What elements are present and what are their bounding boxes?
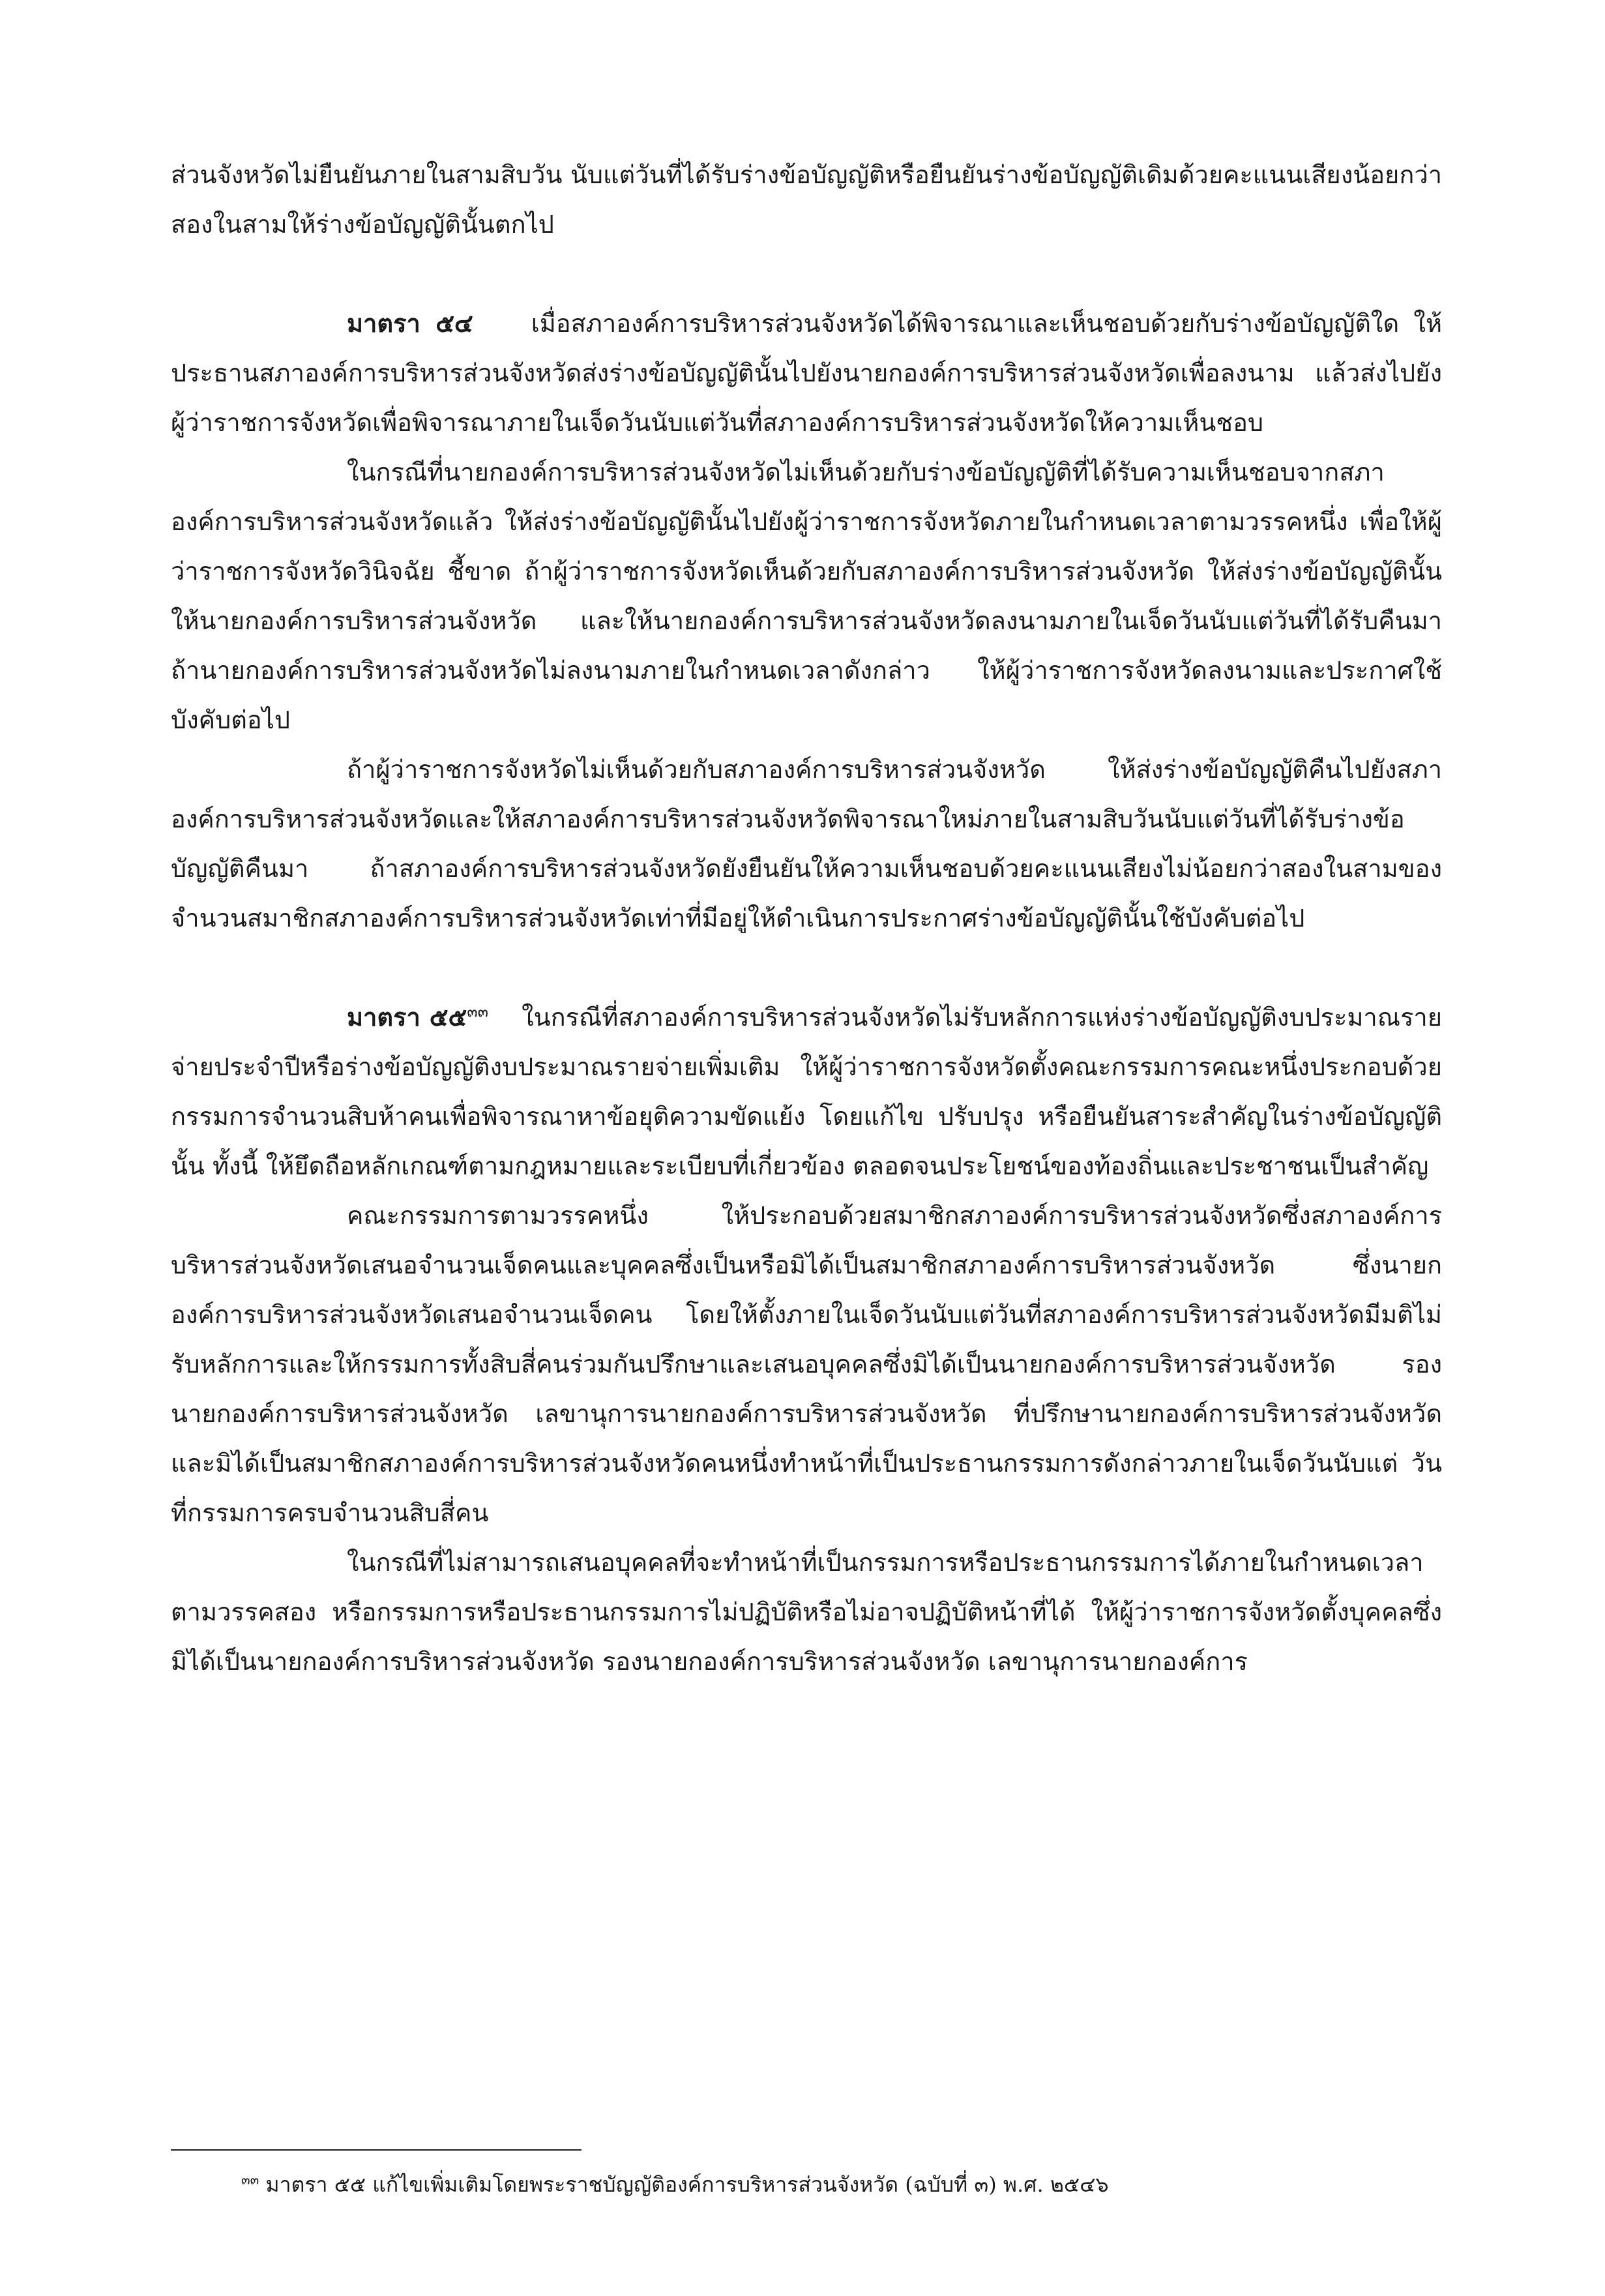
- paragraph-text: ส่วนจังหวัดไม่ยืนยันภายในสามสิบวัน นับแต่วันที่ได้รับร่างข้อบัญญัติหรือยืนยันร่างข้อบัญญัติเดิมด้วยคะแนนเสียงน้อยกว่าสองในสามให้ร่างข้อบัญญัตินั้นตกไป: [171, 160, 1442, 239]
- footnote: [241, 2169, 1441, 2200]
- section-55-label: มาตรา ๕๕: [347, 1002, 467, 1032]
- section-55-paragraph: [171, 992, 1442, 1191]
- footnote-reference-marker[interactable]: ๓๓: [467, 1002, 489, 1021]
- section-54-paragraph: [171, 299, 1442, 447]
- paragraph-text: ในกรณีที่นายกองค์การบริหารส่วนจังหวัดไม่เห็นด้วยกับร่างข้อบัญญัติที่ได้รับความเห็นชอบจากสภาองค์การบริหารส่วนจังหวัดแล้ว ให้ส่งร่างข้อบัญญัตินั้นไปยังผู้ว่าราชการจังหวัดภายในกำหนดเวลาตามวรรคหนึ่ง เพื่อให้ผู้ว่าราชการจังหวัดวินิจฉัย ชี้ขาด ถ้าผู้ว่าราชการจังหวัดเห็นด้วยกับสภาองค์การบริหารส่วนจังหวัด ให้ส่งร่างข้อบัญญัตินั้นให้นายกองค์การบริหารส่วนจังหวัด และให้นายกองค์การบริหารส่วนจังหวัดลงนามภายในเจ็ดวันนับแต่วันที่ได้รับคืนมา ถ้านายกองค์การบริหารส่วนจังหวัดไม่ลงนามภายในกำหนดเวลาดังกล่าว ให้ผู้ว่าราชการจังหวัดลงนามและประกาศใช้บังคับต่อไป: [171, 458, 1442, 734]
- paragraph-text: เมื่อสภาองค์การบริหารส่วนจังหวัดได้พิจารณาและเห็นชอบด้วยกับร่างข้อบัญญัติใด ให้ประธานสภาองค์การบริหารส่วนจังหวัดส่งร่างข้อบัญญัตินั้นไปยังนายกองค์การบริหารส่วนจังหวัดเพื่อลงนาม แล้วส่งไปยังผู้ว่าราชการจังหวัดเพื่อพิจารณาภายในเจ็ดวันนับแต่วันที่สภาองค์การบริหารส่วนจังหวัดให้ความเห็นชอบ: [171, 309, 1442, 437]
- paragraph-text: ถ้าผู้ว่าราชการจังหวัดไม่เห็นด้วยกับสภาองค์การบริหารส่วนจังหวัด ให้ส่งร่างข้อบัญญัติคืนไปยังสภาองค์การบริหารส่วนจังหวัดและให้สภาองค์การบริหารส่วนจังหวัดพิจารณาใหม่ภายในสามสิบวันนับแต่วันที่ได้รับร่างข้อบัญญัติคืนมา ถ้าสภาองค์การบริหารส่วนจังหวัดยังยืนยันให้ความเห็นชอบด้วยคะแนนเสียงไม่น้อยกว่าสองในสามของจำนวนสมาชิกสภาองค์การบริหารส่วนจังหวัดเท่าที่มีอยู่ให้ดำเนินการประกาศร่างข้อบัญญัตินั้นใช้บังคับต่อไป: [171, 755, 1442, 932]
- section-55-paragraph-3: [171, 1538, 1442, 1686]
- footnote-text: มาตรา ๕๕ แก้ไขเพิ่มเติมโดยพระราชบัญญัติองค์การบริหารส่วนจังหวัด (ฉบับที่ ๓) พ.ศ. ๒๕๔๖: [265, 2172, 1109, 2197]
- footnote-divider: [171, 2149, 582, 2151]
- section-54-label: มาตรา ๕๔: [347, 308, 473, 338]
- paragraph-text: คณะกรรมการตามวรรคหนึ่ง ให้ประกอบด้วยสมาชิกสภาองค์การบริหารส่วนจังหวัดซึ่งสภาองค์การบริหารส่วนจังหวัดเสนอจำนวนเจ็ดคนและบุคคลซึ่งเป็นหรือมิได้เป็นสมาชิกสภาองค์การบริหารส่วนจังหวัด ซึ่งนายกองค์การบริหารส่วนจังหวัดเสนอจำนวนเจ็ดคน โดยให้ตั้งภายในเจ็ดวันนับแต่วันที่สภาองค์การบริหารส่วนจังหวัดมีมติไม่รับหลักการและให้กรรมการทั้งสิบสี่คนร่วมกันปรึกษาและเสนอบุคคลซึ่งมิได้เป็นนายกองค์การบริหารส่วนจังหวัด รองนายกองค์การบริหารส่วนจังหวัด เลขานุการนายกองค์การบริหารส่วนจังหวัด ที่ปรึกษานายกองค์การบริหารส่วนจังหวัดและมิได้เป็นสมาชิกสภาองค์การบริหารส่วนจังหวัดคนหนึ่งทำหน้าที่เป็นประธานกรรมการดังกล่าวภายในเจ็ดวันนับแต่ วันที่กรรมการครบจำนวนสิบสี่คน: [171, 1201, 1442, 1527]
- document-body: [171, 150, 1442, 1686]
- paragraph-text: ในกรณีที่สภาองค์การบริหารส่วนจังหวัดไม่รับหลักการแห่งร่างข้อบัญญัติงบประมาณรายจ่ายประจำปีหรือร่างข้อบัญญัติงบประมาณรายจ่ายเพิ่มเติม ให้ผู้ว่าราชการจังหวัดตั้งคณะกรรมการคณะหนึ่งประกอบด้วยกรรมการจำนวนสิบห้าคนเพื่อพิจารณาหาข้อยุติความขัดแย้ง โดยแก้ไข ปรับปรุง หรือยืนยันสาระสำคัญในร่างข้อบัญญัตินั้น ทั้งนี้ ให้ยึดถือหลักเกณฑ์ตามกฎหมายและระเบียบที่เกี่ยวข้อง ตลอดจนประโยชน์ของท้องถิ่นและประชาชนเป็นสำคัญ: [171, 1003, 1443, 1180]
- paragraph-continuation: [171, 150, 1442, 249]
- section-54-paragraph-3: [171, 745, 1442, 943]
- footnote-marker: ๓๓: [241, 2171, 259, 2188]
- section-55-paragraph-2: [171, 1191, 1442, 1538]
- paragraph-text: ในกรณีที่ไม่สามารถเสนอบุคคลที่จะทำหน้าที่เป็นกรรมการหรือประธานกรรมการได้ภายในกำหนดเวลาตามวรรคสอง หรือกรรมการหรือประธานกรรมการไม่ปฏิบัติหรือไม่อาจปฏิบัติหน้าที่ได้ ให้ผู้ว่าราชการจังหวัดตั้งบุคคลซึ่งมิได้เป็นนายกองค์การบริหารส่วนจังหวัด รองนายกองค์การบริหารส่วนจังหวัด เลขานุการนายกองค์การ: [171, 1548, 1442, 1676]
- section-54-paragraph-2: [171, 447, 1442, 745]
